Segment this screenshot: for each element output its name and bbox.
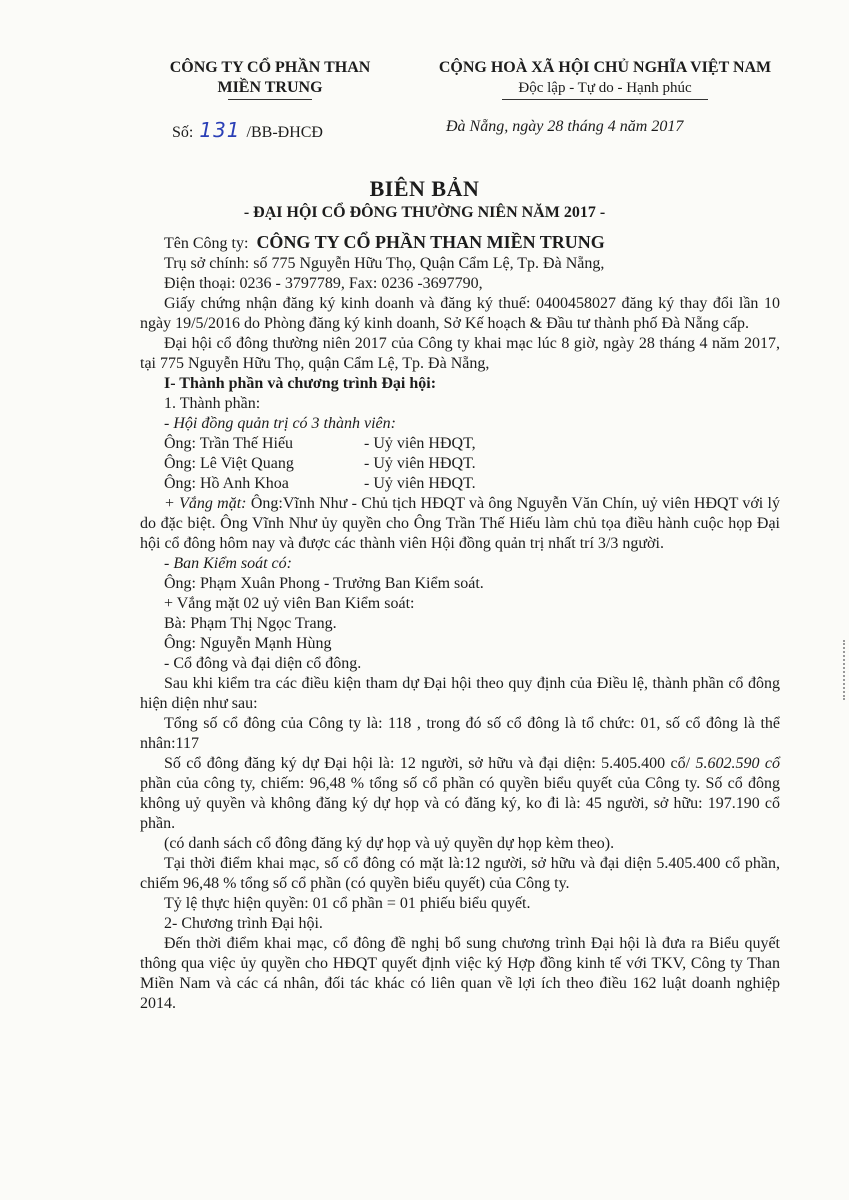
absent-label: + Vắng mặt:	[164, 495, 247, 512]
absent-text: Ông:Vĩnh Như - Chủ tịch HĐQT và ông Nguyễn Văn Chín, uỷ viên HĐQT với lý do đặc biệt. Ông Vĩnh Như ủy quyền cho Ông Trần Thế Hiếu làm chủ tọa điều hành cuộc họp Đại hội cổ đông hôm nay và được các thành viên Hội đồng quản trị nhất trí 3/3 người.	[140, 495, 781, 552]
company-header	[150, 58, 390, 98]
member-name: Ông: Lê Việt Quang	[164, 455, 294, 472]
control-board-label: - Ban Kiểm soát có:	[164, 555, 292, 572]
control-absent-member: Bà: Phạm Thị Ngọc Trang.	[164, 615, 337, 632]
check-paragraph: Sau khi kiểm tra các điều kiện tham dự Đại hội theo quy định của Điều lệ, thành phần cổ đông hiện diện như sau:	[140, 675, 780, 712]
scan-edge-mark	[833, 640, 845, 700]
company-line	[140, 232, 780, 254]
company-name: CÔNG TY CỔ PHẦN THAN MIỀN TRUNG	[256, 232, 605, 252]
registered-paragraph	[140, 754, 780, 834]
company-underline	[228, 99, 312, 100]
control-member: Ông: Phạm Xuân Phong - Trưởng Ban Kiểm soát.	[164, 575, 484, 592]
board-label: - Hội đồng quản trị có 3 thành viên:	[164, 415, 396, 432]
document-body	[140, 232, 780, 1014]
license-paragraph: Giấy chứng nhận đăng ký kinh doanh và đăng ký thuế: 0400458027 đăng ký thay đổi lần 10 ngày 19/5/2016 do Phòng đăng ký kinh doanh, Sở Kế hoạch & Đầu tư thành phố Đà Nẵng cấp.	[140, 295, 780, 332]
document-number	[172, 118, 323, 142]
company-line-2: MIỀN TRUNG	[217, 79, 323, 96]
member-role: - Uỷ viên HĐQT.	[364, 455, 476, 472]
address-line: Trụ sở chính: số 775 Nguyễn Hữu Thọ, Quận Cẩm Lệ, Tp. Đà Nẵng,	[164, 255, 605, 272]
registered-text-c: phần của công ty, chiếm: 96,48 % tổng số cổ phần có quyền biểu quyết của Công ty. Số cổ đông không uỷ quyền và không đăng ký dự họp và có đăng ký, ko đi là: 45 người, sở hữu: 197.190 cổ phần.	[140, 775, 780, 832]
section-1-heading: I- Thành phần và chương trình Đại hội:	[164, 375, 437, 392]
board-member	[140, 454, 780, 474]
registered-text-a: Số cổ đông đăng ký dự Đại hội là: 12 người, sở hữu và đại diện: 5.405.400 cổ/	[164, 755, 696, 772]
absent-paragraph	[140, 494, 780, 554]
document-title: BIÊN BẢN	[369, 176, 480, 201]
opening-paragraph: Đại hội cổ đông thường niên 2017 của Công ty khai mạc lúc 8 giờ, ngày 28 tháng 4 năm 2017, tại 775 Nguyễn Hữu Thọ, quận Cẩm Lệ, Tp. Đà Nẵng,	[140, 335, 780, 372]
document-subtitle: - ĐẠI HỘI CỔ ĐÔNG THƯỜNG NIÊN NĂM 2017 -	[243, 204, 606, 221]
member-role: - Uỷ viên HĐQT,	[364, 435, 476, 452]
nation-header	[410, 58, 800, 98]
phone-line: Điện thoại: 0236 - 3797789, Fax: 0236 -3697790,	[164, 275, 483, 292]
registered-text-b: 5.602.590 cổ	[695, 755, 780, 772]
nation-motto: Độc lập - Tự do - Hạnh phúc	[518, 80, 692, 96]
subsection-1: 1. Thành phần:	[164, 395, 261, 412]
nation-title: CỘNG HOÀ XÃ HỘI CHỦ NGHĨA VIỆT NAM	[438, 59, 772, 76]
control-absent: + Vắng mặt 02 uỷ viên Ban Kiểm soát:	[164, 595, 415, 612]
total-paragraph: Tổng số cổ đông của Công ty là: 118 , trong đó số cổ đông là tổ chức: 01, số cổ đông là thể nhân:117	[140, 715, 780, 752]
shareholders-line: - Cổ đông và đại diện cổ đông.	[164, 655, 362, 672]
company-line-1: CÔNG TY CỔ PHẦN THAN	[169, 59, 371, 76]
member-name: Ông: Hồ Anh Khoa	[164, 475, 289, 492]
at-opening-paragraph: Tại thời điểm khai mạc, số cổ đông có mặt là:12 người, sở hữu và đại diện 5.405.400 cổ phần, chiếm 96,48 % tổng số cổ phần (có quyền biểu quyết) của Công ty.	[140, 855, 780, 892]
member-name: Ông: Trần Thế Hiếu	[164, 435, 294, 452]
place-date: Đà Nẵng, ngày 28 tháng 4 năm 2017	[446, 118, 684, 135]
ratio-line: Tỷ lệ thực hiện quyền: 01 cổ phần = 01 phiếu biểu quyết.	[164, 895, 531, 912]
motto-underline	[502, 99, 708, 100]
subsection-2: 2- Chương trình Đại hội.	[164, 915, 323, 932]
member-role: - Uỷ viên HĐQT.	[364, 475, 476, 492]
board-member	[140, 474, 780, 494]
company-label: Tên Công ty:	[164, 235, 249, 252]
so-label: Số:	[172, 124, 194, 141]
handwritten-number: 131	[199, 118, 241, 142]
control-absent-member: Ông: Nguyễn Mạnh Hùng	[164, 635, 332, 652]
list-note: (có danh sách cổ đông đăng ký dự họp và uỷ quyền dự họp kèm theo).	[164, 835, 615, 852]
so-suffix: /BB-ĐHCĐ	[246, 124, 323, 141]
agenda-paragraph: Đến thời điểm khai mạc, cổ đông đề nghị bổ sung chương trình Đại hội là đưa ra Biểu quyết thông qua việc ủy quyền cho HĐQT quyết định việc ký Hợp đồng kinh tế với TKV, Công ty Than Miền Nam và các cá nhân, đối tác khác có liên quan về lợi ích theo điều 162 luật doanh nghiệp 2014.	[140, 935, 780, 1012]
board-member	[140, 434, 780, 454]
